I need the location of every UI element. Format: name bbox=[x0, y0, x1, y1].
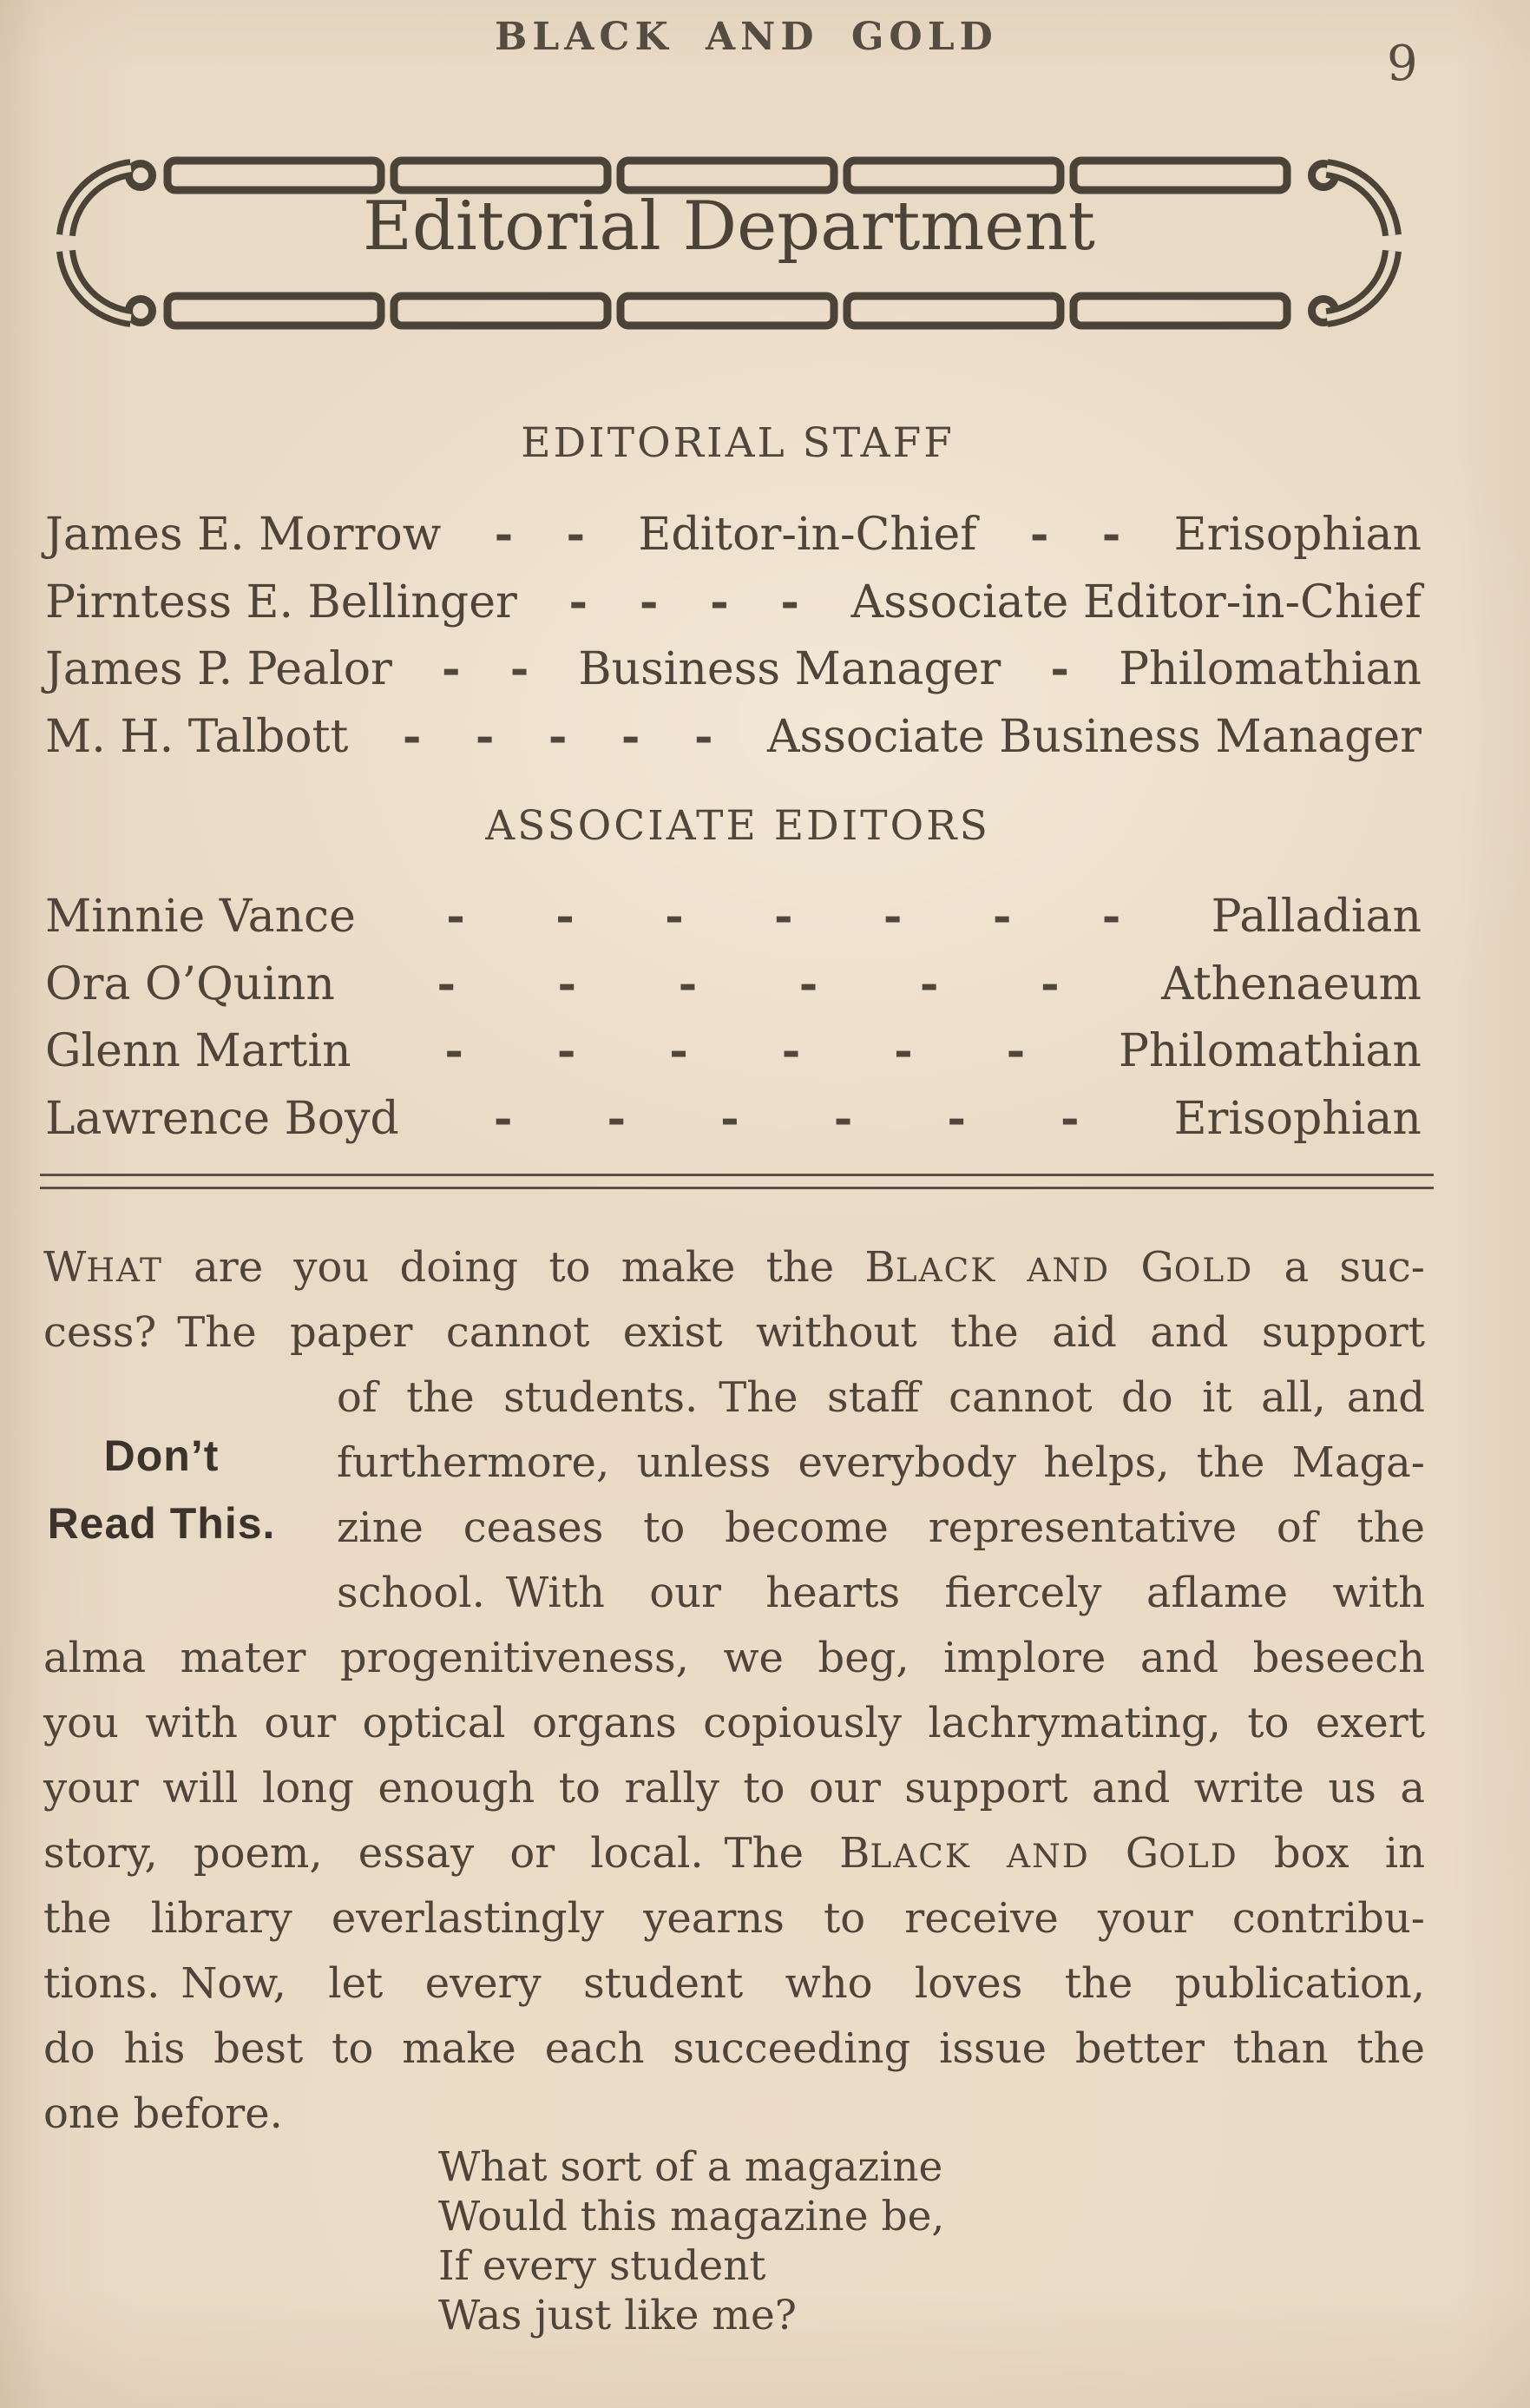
dash-separator: - bbox=[639, 575, 659, 628]
society-name: Palladian bbox=[1211, 891, 1422, 943]
body-text-segment: G bbox=[1089, 1829, 1159, 1878]
body-text-segment: furthermore, unless everybody helps, the Maga- bbox=[337, 1438, 1425, 1487]
body-text-segment: your will long enough to rally to our support and write us a bbox=[43, 1764, 1425, 1813]
double-rule-divider bbox=[40, 1174, 1434, 1189]
body-text-line bbox=[43, 1691, 1425, 1756]
staff-row bbox=[45, 501, 1422, 569]
dash-separator: - bbox=[693, 709, 713, 763]
staff-name: James E. Morrow bbox=[45, 509, 442, 561]
staff-role: Business Manager bbox=[578, 643, 1001, 695]
dash-separator: - bbox=[678, 957, 698, 1010]
staff-row bbox=[45, 569, 1422, 636]
body-text-segment: the library everlastingly yearns to receive your contribu- bbox=[43, 1894, 1425, 1943]
dash-separator: - bbox=[568, 575, 588, 628]
dash-separator: - bbox=[781, 1024, 801, 1077]
body-text-segment: cess? The paper cannot exist without the aid and support bbox=[43, 1308, 1425, 1357]
dash-separator: - bbox=[437, 957, 456, 1010]
dash-separator: - bbox=[774, 890, 793, 943]
dash-separator: - bbox=[444, 1024, 464, 1077]
margin-note-line-2: Read This. bbox=[47, 1499, 276, 1548]
editorial-staff-list bbox=[45, 501, 1422, 770]
body-text-segment: alma mater progenitiveness, we beg, implore and beseech bbox=[43, 1634, 1425, 1682]
dash-separator: - bbox=[494, 508, 514, 561]
dash-separator: - bbox=[402, 709, 422, 763]
dash-separator: - bbox=[894, 1024, 913, 1077]
dash-separator: - bbox=[556, 1024, 576, 1077]
body-text-segment: are you doing to make the bbox=[162, 1243, 865, 1292]
dash-separator: - bbox=[919, 957, 939, 1010]
dash-separator: - bbox=[555, 890, 575, 943]
body-text-segment: school. With our hearts fiercely aflame with bbox=[337, 1569, 1425, 1617]
dash-separator: - bbox=[833, 1091, 853, 1145]
staff-row bbox=[45, 635, 1422, 703]
small-caps-segment: AND bbox=[1027, 1251, 1111, 1289]
staff-detail: Associate Business Manager bbox=[766, 710, 1422, 763]
body-text-segment: story, poem, essay or local. The bbox=[43, 1829, 840, 1878]
body-text-segment: a suc- bbox=[1253, 1243, 1426, 1292]
editor-name: Glenn Martin bbox=[45, 1025, 351, 1077]
body-text-line bbox=[337, 1496, 1425, 1561]
dash-separator: - bbox=[1060, 1091, 1080, 1145]
editor-name: Ora O’Quinn bbox=[45, 957, 335, 1010]
staff-name: Pirntess E. Bellinger bbox=[45, 576, 517, 628]
editorial-body-text bbox=[43, 1235, 1425, 2147]
dash-separator: - bbox=[1101, 508, 1121, 561]
dash-separator: - bbox=[557, 957, 577, 1010]
body-text-segment bbox=[996, 1243, 1027, 1292]
associate-editors-heading: ASSOCIATE EDITORS bbox=[485, 802, 990, 850]
body-text-segment: one before. bbox=[43, 2089, 283, 2138]
dash-separator: - bbox=[566, 508, 586, 561]
body-text-segment: zine ceases to become representative of the bbox=[337, 1503, 1425, 1552]
small-caps-segment: OLD bbox=[1159, 1837, 1238, 1875]
small-caps-segment: LACK bbox=[895, 1251, 997, 1289]
small-caps-segment: OLD bbox=[1173, 1251, 1254, 1289]
editorial-staff-heading: EDITORIAL STAFF bbox=[521, 419, 955, 467]
closing-poem bbox=[438, 2142, 944, 2340]
society-name: Erisophian bbox=[1173, 1092, 1422, 1145]
dash-separator: - bbox=[720, 1091, 739, 1145]
associate-editor-row bbox=[45, 1085, 1422, 1153]
dash-separator: - bbox=[1006, 1024, 1026, 1077]
small-caps-segment: LACK bbox=[870, 1837, 971, 1875]
dash-separator: - bbox=[669, 1024, 688, 1077]
body-text-segment: B bbox=[839, 1829, 870, 1878]
body-text-segment: box in bbox=[1238, 1829, 1425, 1878]
dash-separator: - bbox=[1101, 890, 1121, 943]
poem-line: What sort of a magazine bbox=[438, 2143, 943, 2191]
editor-name: Lawrence Boyd bbox=[45, 1092, 399, 1145]
body-text-segment: W bbox=[43, 1243, 87, 1292]
dash-separator: - bbox=[548, 709, 568, 763]
dash-separator: - bbox=[1040, 957, 1060, 1010]
body-text-segment: G bbox=[1110, 1243, 1174, 1292]
dash-separator: - bbox=[1050, 642, 1069, 695]
body-text-line bbox=[337, 1561, 1425, 1626]
dash-separator: - bbox=[992, 890, 1012, 943]
staff-name: James P. Pealor bbox=[45, 643, 392, 695]
society-name: Philomathian bbox=[1119, 1025, 1422, 1077]
dash-separator: - bbox=[883, 890, 903, 943]
dash-separator: - bbox=[475, 709, 495, 763]
body-text-line bbox=[337, 1365, 1425, 1431]
poem-line: Was just like me? bbox=[438, 2292, 797, 2339]
small-caps-segment: HAT bbox=[86, 1251, 163, 1289]
associate-editor-row bbox=[45, 883, 1422, 951]
dash-separator: - bbox=[607, 1091, 627, 1145]
staff-detail: Philomathian bbox=[1119, 643, 1422, 695]
body-text-line bbox=[43, 1300, 1425, 1365]
small-caps-segment: AND bbox=[1007, 1837, 1090, 1875]
associate-editor-row bbox=[45, 951, 1422, 1018]
staff-name: M. H. Talbott bbox=[45, 710, 349, 763]
associate-editor-row bbox=[45, 1017, 1422, 1085]
dash-separator: - bbox=[621, 709, 640, 763]
dash-separator: - bbox=[798, 957, 818, 1010]
body-text-line bbox=[43, 1951, 1425, 2017]
body-text-segment: B bbox=[864, 1243, 896, 1292]
margin-note-line-1: Don’t bbox=[103, 1431, 220, 1480]
frame-top-rail bbox=[167, 161, 1287, 190]
body-text-segment: tions. Now, let every student who loves the publication, bbox=[43, 1959, 1425, 2008]
running-head-title: BLACK AND GOLD bbox=[495, 15, 998, 59]
dash-separator: - bbox=[509, 642, 529, 695]
body-text-line bbox=[43, 1626, 1425, 1691]
staff-detail: Associate Editor-in-Chief bbox=[850, 576, 1422, 628]
body-text-segment: you with our optical organs copiously lachrymating, to exert bbox=[43, 1699, 1425, 1747]
staff-role: Editor-in-Chief bbox=[638, 509, 977, 561]
body-text-line bbox=[43, 2082, 1425, 2147]
body-text-segment: of the students. The staff cannot do it all, and bbox=[337, 1373, 1425, 1422]
frame-bottom-rail bbox=[167, 296, 1287, 326]
dash-separator: - bbox=[780, 575, 799, 628]
body-text-segment: do his best to make each succeeding issue better than the bbox=[43, 2024, 1425, 2073]
dash-separator: - bbox=[493, 1091, 513, 1145]
dash-separator: - bbox=[442, 642, 461, 695]
dash-separator: - bbox=[446, 890, 465, 943]
body-text-line bbox=[43, 1756, 1425, 1821]
editor-name: Minnie Vance bbox=[45, 891, 356, 943]
body-text-segment bbox=[971, 1829, 1007, 1878]
staff-row bbox=[45, 703, 1422, 771]
poem-line: Would this magazine be, bbox=[438, 2193, 945, 2240]
body-text-line bbox=[43, 2017, 1425, 2082]
dash-separator: - bbox=[947, 1091, 966, 1145]
body-text-line bbox=[43, 1886, 1425, 1951]
banner-title: Editorial Department bbox=[362, 188, 1096, 266]
poem-line: If every student bbox=[438, 2242, 766, 2290]
dash-separator: - bbox=[665, 890, 684, 943]
page-number: 9 bbox=[1387, 36, 1418, 92]
associate-editors-list bbox=[45, 883, 1422, 1152]
dash-separator: - bbox=[1029, 508, 1049, 561]
body-text-line bbox=[337, 1431, 1425, 1496]
body-text-line bbox=[43, 1235, 1425, 1300]
dash-separator: - bbox=[710, 575, 729, 628]
society-name: Athenaeum bbox=[1161, 957, 1422, 1010]
staff-detail: Erisophian bbox=[1173, 509, 1422, 561]
body-text-line bbox=[43, 1821, 1425, 1886]
